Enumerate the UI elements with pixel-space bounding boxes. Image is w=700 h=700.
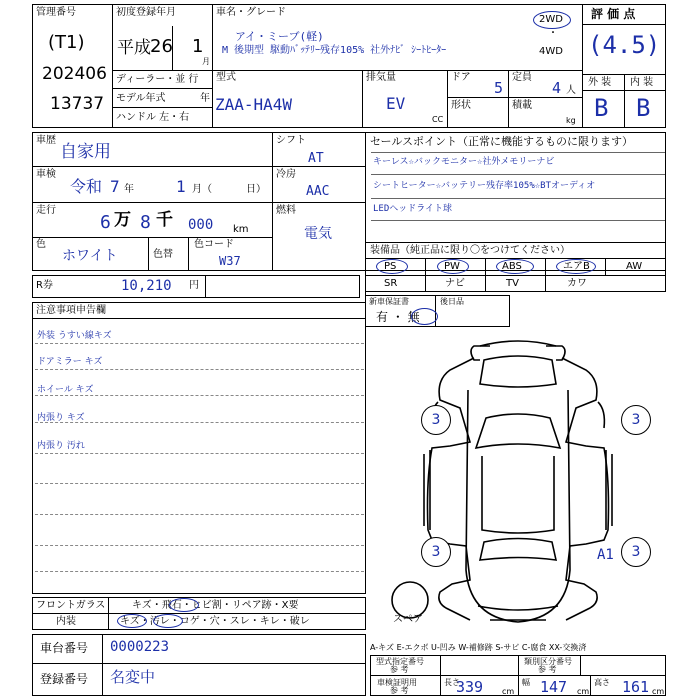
mileage-sen: 8 (140, 212, 151, 233)
sales-label: セールスポイント（正常に機能するものに限ります） (370, 135, 634, 148)
mileage-man: 6 (100, 212, 111, 233)
capacity-value: 4 (552, 79, 562, 97)
mgmt-number-2: 13737 (50, 94, 105, 114)
color-label: 色 (36, 239, 46, 250)
width-unit: cm (577, 687, 590, 696)
fuel-value: 電気 (304, 226, 332, 242)
sales-line-2: シートヒーター☆バッテリー残存率105%☆BTオーディオ (373, 181, 596, 191)
kg-unit: kg (566, 116, 576, 125)
yen-unit: 円 (189, 280, 199, 291)
width-label: 幅 (522, 678, 530, 687)
sales-line-3: LEDヘッドライト球 (373, 204, 452, 214)
equip-pw: PW (444, 261, 460, 272)
after-label: 後日品 (440, 297, 464, 306)
stain-circle (153, 614, 183, 628)
capacity-label: 定員 (512, 72, 532, 83)
capacity-unit: 人 (566, 85, 576, 96)
chassis-value: 0000223 (110, 639, 170, 655)
mileage-label: 走行 (36, 205, 56, 216)
warranty-label: 新車保証書 (369, 297, 409, 306)
model-year-unit: 年 (200, 93, 210, 104)
history-label: 車歴 (36, 135, 56, 146)
inspection-era: 令和 (70, 177, 103, 196)
shape-label: 形状 (451, 100, 471, 111)
door-label: ドア (451, 72, 471, 83)
inspection-year-unit: 年 (124, 184, 134, 195)
model-value: ZAA-HA4W (215, 95, 293, 114)
mileage-man-unit: 万 (114, 210, 131, 230)
first-reg-month: 1 (192, 36, 204, 57)
type-number-label: 型式指定番号 (376, 657, 424, 666)
length-label: 長さ (444, 678, 460, 687)
ac-value: AAC (306, 184, 330, 199)
registration-value: 名変中 (110, 668, 156, 686)
month-unit: 月 (202, 57, 210, 66)
drive-dot: ・ (548, 28, 558, 39)
car-name-line1: アイ・ミーブ(軽) (235, 30, 324, 43)
car-name-line2: M 後期型 駆動ﾊﾞｯﾃﾘｰ残存105% 社外ﾅﾋﾞ ｼｰﾄﾋｰﾀｰ (222, 45, 447, 56)
car-name-label: 車名・グレード (216, 7, 286, 18)
height-value: 161 (622, 678, 650, 696)
equip-leather: カワ (567, 278, 587, 289)
type-number-ref: 参 考 (390, 665, 409, 674)
inspection-day-unit: 日） (246, 184, 266, 195)
chip-circle (169, 598, 199, 612)
first-reg-year: 26 (150, 36, 173, 57)
model-year-label: モデル年式 (116, 93, 166, 104)
ext-grade: B (594, 94, 609, 122)
mileage-sen-unit: 千 (156, 210, 173, 230)
scratch-circle (117, 614, 147, 628)
ac-label: 冷房 (276, 169, 296, 180)
int-grade: B (636, 94, 651, 122)
mileage-rest: 000 (188, 217, 214, 233)
inspection-month: 1 (176, 177, 186, 196)
interior-items: キズ・汚レ・コゲ・穴・スレ・キレ・破レ (120, 616, 310, 627)
spare-label: スペア (393, 614, 423, 625)
cert-label: 車検証明用 (377, 678, 417, 687)
note-item-1: 外装 うすい線キズ (37, 331, 112, 341)
header-section (32, 4, 666, 128)
km-unit: km (233, 224, 249, 235)
chassis-label: 車台番号 (40, 641, 89, 655)
history-value: 自家用 (60, 142, 111, 162)
handle-label: ハンドル 左・右 (116, 112, 190, 123)
load-label: 積載 (512, 100, 532, 111)
damage-mark-front-right: 3 (621, 405, 651, 435)
length-unit: cm (502, 687, 515, 696)
first-reg-label: 初度登録年月 (116, 7, 176, 18)
windshield-items: キズ・飛石・ヒビ割・リペア跡・X要 (132, 600, 299, 611)
door-value: 5 (494, 79, 504, 97)
damage-mark-front-left: 3 (421, 405, 451, 435)
equip-navi: ナビ (445, 278, 465, 289)
interior-label: 内装 (56, 616, 76, 627)
note-item-3: ホイール キズ (37, 385, 94, 395)
mgmt-label: 管理番号 (36, 7, 76, 18)
grade-value: (4.5) (588, 31, 661, 59)
inspection-year: 7 (110, 177, 120, 196)
equip-sr: SR (384, 278, 398, 289)
height-label: 高さ (594, 678, 610, 687)
warranty-none-circle (411, 308, 438, 325)
model-label: 型式 (216, 72, 236, 83)
color-code-value: W37 (219, 254, 241, 268)
note-item-5: 内張り 汚れ (37, 441, 85, 451)
equip-ps: PS (384, 261, 397, 272)
equip-aw: AW (626, 261, 643, 272)
equipment-label: 装備品（純正品に限り〇をつけてください） (370, 245, 570, 256)
mgmt-number-1: 202406 (42, 64, 107, 84)
fuel-label: 燃料 (276, 205, 296, 216)
equip-tv: TV (506, 278, 519, 289)
displacement-label: 排気量 (366, 72, 396, 83)
class-number-ref: 参 考 (538, 665, 557, 674)
height-unit: cm (652, 687, 665, 696)
recycle-label: R券 (36, 280, 53, 291)
damage-legend: A-キズ E-エクボ U-凹み W-補修跡 S-サビ C-腐食 XX-交換済 (370, 643, 587, 652)
damage-mark-rear-left: 3 (421, 537, 451, 567)
damage-mark-rear-right: 3 (621, 537, 651, 567)
grade-label: 評 価 点 (591, 7, 636, 21)
mgmt-code: (T1) (48, 32, 85, 53)
note-item-4: 内張り キズ (37, 413, 85, 423)
windshield-label: フロントガラス (36, 600, 106, 611)
class-number-label: 類別区分番号 (524, 657, 572, 666)
note-item-2: ドアミラー キズ (37, 357, 103, 367)
dealer-label: ディーラー・並 行 (116, 74, 199, 85)
car-damage-diagram (370, 330, 666, 630)
drive-2wd: 2WD (539, 14, 563, 25)
color-code-label: 色コード (194, 239, 234, 250)
recycle-value: 10,210 (121, 278, 172, 294)
notes-label: 注意事項申告欄 (36, 305, 106, 316)
cert-ref: 参 考 (390, 686, 409, 695)
warranty-value: 有 ・ 無 (376, 310, 420, 324)
displacement-value: EV (386, 94, 406, 113)
inspection-month-unit: 月（ (192, 184, 212, 195)
equip-airbag: エアB (563, 261, 590, 272)
shift-value: AT (308, 151, 324, 166)
registration-label: 登録番号 (40, 672, 89, 686)
inspection-label: 車検 (36, 169, 56, 180)
recolor-label: 色替 (153, 249, 173, 260)
drive-4wd: 4WD (539, 46, 563, 57)
ext-label: 外 装 (588, 77, 612, 88)
first-reg-era: 平成 (117, 38, 151, 58)
width-value: 147 (540, 678, 568, 696)
length-value: 339 (456, 678, 484, 696)
cc-unit: CC (432, 115, 444, 124)
equip-abs: ABS (502, 261, 522, 272)
int-label: 内 装 (630, 77, 654, 88)
damage-mark-rear-door: A1 (597, 547, 614, 563)
sales-line-1: キーレス☆バックモニター☆社外メモリーナビ (373, 157, 555, 167)
color-value: ホワイト (62, 248, 118, 264)
shift-label: シフト (276, 135, 306, 146)
